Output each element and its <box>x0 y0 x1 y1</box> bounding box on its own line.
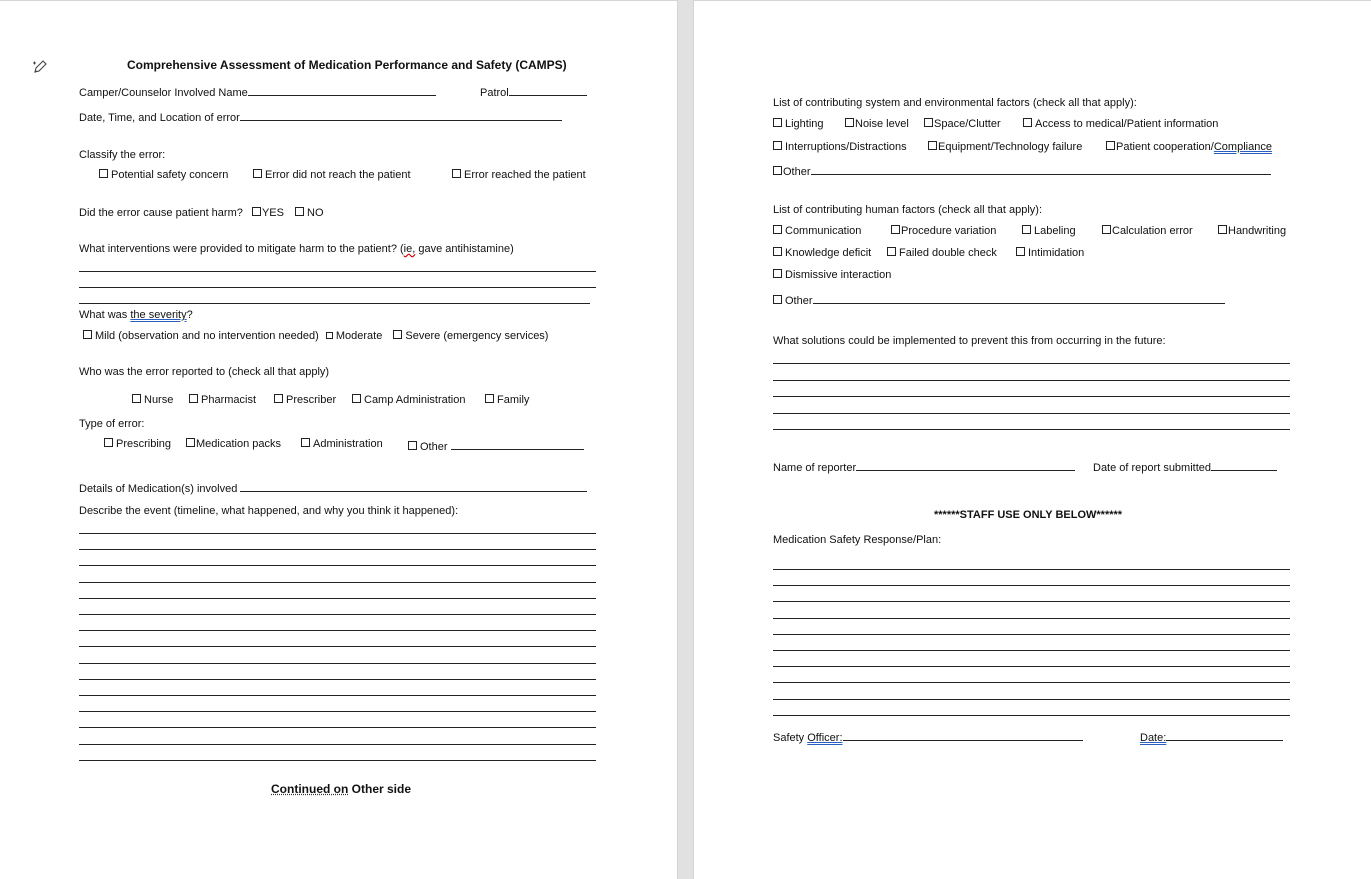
writing-line[interactable] <box>79 695 596 696</box>
system-other-blank[interactable] <box>811 163 1271 175</box>
date-label: Date, Time, and Location of error <box>79 112 240 124</box>
classify-option-1[interactable]: Potential safety concern <box>99 169 228 182</box>
severity-label: What was the severity? <box>79 309 193 321</box>
reported-prescriber[interactable]: Prescriber <box>274 394 336 407</box>
writing-line[interactable] <box>773 715 1290 716</box>
writing-line[interactable] <box>773 650 1290 651</box>
date-field[interactable] <box>79 109 562 125</box>
human-other[interactable]: Other <box>773 292 1225 308</box>
checkbox-icon[interactable] <box>408 441 417 450</box>
checkbox-icon[interactable] <box>295 207 304 216</box>
date-blank[interactable] <box>240 109 562 121</box>
checkbox-icon[interactable] <box>1102 225 1111 234</box>
interventions-label: What interventions were provided to mitigate harm to the patient? (ie, gave antihistamine) <box>79 243 514 255</box>
human-knowledge[interactable]: Knowledge deficit <box>773 247 871 260</box>
interventions-line[interactable] <box>79 303 590 304</box>
continued-note: Continued on Other side <box>271 782 412 796</box>
reported-pharmacist[interactable]: Pharmacist <box>189 394 256 407</box>
harm-yes-option[interactable]: YES <box>252 207 284 219</box>
checkbox-icon[interactable] <box>1023 118 1032 127</box>
checkbox-icon[interactable] <box>301 438 310 447</box>
human-intimidation[interactable]: Intimidation <box>1016 247 1084 260</box>
classify-option-2[interactable]: Error did not reach the patient <box>253 169 411 182</box>
reported-camp-admin[interactable]: Camp Administration <box>352 394 466 407</box>
checkbox-icon[interactable] <box>452 169 461 178</box>
human-communication[interactable]: Communication <box>773 225 861 238</box>
safety-officer-blank[interactable] <box>843 729 1083 741</box>
writing-line[interactable] <box>773 699 1290 700</box>
severity-moderate[interactable]: Moderate <box>325 330 382 342</box>
severity-options <box>83 330 548 343</box>
patrol-label: Patrol <box>480 87 509 99</box>
checkbox-icon[interactable] <box>83 330 92 339</box>
human-labeling[interactable]: Labeling <box>1022 225 1076 238</box>
writing-line[interactable] <box>79 663 596 664</box>
human-procedure[interactable]: Procedure variation <box>891 225 996 238</box>
report-date-field[interactable]: Date of report submitted <box>1093 459 1277 475</box>
page-1 <box>0 1 677 879</box>
writing-line[interactable] <box>79 679 596 680</box>
solutions-label: What solutions could be implemented to prevent this from occurring in the future: <box>773 335 1166 347</box>
system-equipment[interactable]: Equipment/Technology failure <box>928 141 1082 154</box>
checkbox-icon[interactable] <box>773 295 782 304</box>
writing-line[interactable] <box>79 565 596 566</box>
checkbox-icon[interactable] <box>186 438 195 447</box>
patrol-field[interactable] <box>480 84 587 100</box>
checkbox-icon[interactable] <box>1218 225 1227 234</box>
staff-only-heading: ******STAFF USE ONLY BELOW****** <box>934 509 1123 521</box>
reported-family[interactable]: Family <box>485 394 529 407</box>
writing-line[interactable] <box>79 598 596 599</box>
writing-line[interactable] <box>79 727 596 728</box>
checkbox-icon[interactable] <box>773 225 782 234</box>
type-administration[interactable]: Administration <box>301 438 383 451</box>
human-dismissive[interactable]: Dismissive interaction <box>773 269 891 282</box>
describe-label: Describe the event (timeline, what happened, and why you think it happened): <box>79 505 459 517</box>
checkbox-icon[interactable] <box>252 207 261 216</box>
checkbox-icon[interactable] <box>104 438 113 447</box>
page-2 <box>694 1 1371 879</box>
patrol-blank[interactable] <box>509 84 587 96</box>
writing-line[interactable] <box>79 533 596 534</box>
writing-line[interactable] <box>79 582 596 583</box>
writing-line[interactable] <box>773 634 1290 635</box>
checkbox-icon[interactable] <box>1022 225 1031 234</box>
writing-line[interactable] <box>773 682 1290 683</box>
report-date-blank[interactable] <box>1211 459 1277 471</box>
severity-mild[interactable]: Mild (observation and no intervention needed) <box>83 330 319 342</box>
checkbox-icon[interactable] <box>1016 247 1025 256</box>
checkbox-icon[interactable] <box>773 118 782 127</box>
pen-icon <box>32 59 48 75</box>
human-factors-label: List of contributing human factors (check all that apply): <box>773 204 1043 216</box>
checkbox-icon[interactable] <box>393 330 402 339</box>
writing-line[interactable] <box>773 413 1290 414</box>
checkbox-icon[interactable] <box>773 269 782 278</box>
plan-label: Medication Safety Response/Plan: <box>773 534 942 546</box>
writing-line[interactable] <box>773 396 1290 397</box>
writing-line[interactable] <box>773 601 1290 602</box>
checkbox-icon[interactable] <box>773 247 782 256</box>
checkbox-icon[interactable] <box>773 141 782 150</box>
severity-severe[interactable]: Severe (emergency services) <box>393 330 548 342</box>
camper-name-label: Camper/Counselor Involved Name <box>79 87 248 99</box>
type-prescribing[interactable]: Prescribing <box>104 438 171 451</box>
system-access[interactable]: Access to medical/Patient information <box>1023 118 1218 131</box>
system-interruptions[interactable]: Interruptions/Distractions <box>773 141 907 154</box>
writing-line[interactable] <box>79 646 596 647</box>
checkbox-icon[interactable] <box>773 166 782 175</box>
camper-name-field[interactable] <box>79 84 436 100</box>
safety-officer-field[interactable]: Safety Officer: <box>773 729 1083 745</box>
writing-line[interactable] <box>79 760 596 761</box>
checkbox-icon[interactable] <box>928 141 937 150</box>
type-other-blank[interactable] <box>451 438 584 450</box>
writing-line[interactable] <box>773 585 1290 586</box>
checkbox-icon[interactable] <box>845 118 854 127</box>
human-double-check[interactable]: Failed double check <box>887 247 997 260</box>
system-factors-label: List of contributing system and environmental factors (check all that apply): <box>773 97 1137 109</box>
classify-option-3[interactable]: Error reached the patient <box>452 169 586 182</box>
page-gutter <box>677 0 694 879</box>
type-label: Type of error: <box>79 418 145 430</box>
system-space[interactable]: Space/Clutter <box>924 118 1001 131</box>
system-other[interactable]: Other <box>773 163 1271 179</box>
checkbox-icon[interactable] <box>189 394 198 403</box>
writing-line[interactable] <box>79 614 596 615</box>
checkbox-icon[interactable] <box>274 394 283 403</box>
writing-line[interactable] <box>773 569 1290 570</box>
writing-line[interactable] <box>773 429 1290 430</box>
writing-line[interactable] <box>773 666 1290 667</box>
camper-name-blank[interactable] <box>248 84 436 96</box>
checkbox-icon[interactable] <box>326 332 333 339</box>
details-field[interactable]: Details of Medication(s) involved <box>79 480 587 496</box>
writing-line[interactable] <box>79 711 596 712</box>
checkbox-icon[interactable] <box>924 118 933 127</box>
checkbox-icon[interactable] <box>891 225 900 234</box>
officer-date-blank[interactable] <box>1166 729 1283 741</box>
harm-no-option[interactable]: NO <box>295 207 324 219</box>
checkbox-icon[interactable] <box>132 394 141 403</box>
human-other-blank[interactable] <box>813 292 1225 304</box>
interventions-line[interactable] <box>79 287 596 288</box>
system-patient-coop[interactable]: Patient cooperation/Compliance <box>1106 141 1272 154</box>
classify-label: Classify the error: <box>79 149 166 161</box>
human-handwriting[interactable]: Handwriting <box>1218 225 1286 238</box>
writing-line[interactable] <box>79 744 596 745</box>
reporter-blank[interactable] <box>856 459 1075 471</box>
interventions-line[interactable] <box>79 271 596 272</box>
writing-line[interactable] <box>79 549 596 550</box>
writing-line[interactable] <box>773 363 1290 364</box>
officer-date-field[interactable]: Date: <box>1140 729 1283 745</box>
human-calculation[interactable]: Calculation error <box>1102 225 1193 238</box>
writing-line[interactable] <box>773 618 1290 619</box>
details-blank[interactable] <box>240 480 587 492</box>
checkbox-icon[interactable] <box>253 169 262 178</box>
reporter-field[interactable]: Name of reporter <box>773 459 1075 475</box>
checkbox-icon[interactable] <box>1106 141 1115 150</box>
checkbox-icon[interactable] <box>352 394 361 403</box>
form-title: Comprehensive Assessment of Medication Performance and Safety (CAMPS) <box>127 58 567 72</box>
system-noise[interactable]: Noise level <box>845 118 909 131</box>
type-other[interactable]: Other <box>408 438 584 454</box>
checkbox-icon[interactable] <box>485 394 494 403</box>
checkbox-icon[interactable] <box>99 169 108 178</box>
writing-line[interactable] <box>79 630 596 631</box>
reported-nurse[interactable]: Nurse <box>132 394 173 407</box>
checkbox-icon[interactable] <box>887 247 896 256</box>
harm-question: Did the error cause patient harm? YES NO <box>79 207 324 219</box>
reported-label: Who was the error reported to (check all that apply) <box>79 366 330 378</box>
type-medication-packs[interactable]: Medication packs <box>186 438 281 451</box>
writing-line[interactable] <box>773 380 1290 381</box>
system-lighting[interactable]: Lighting <box>773 118 824 131</box>
